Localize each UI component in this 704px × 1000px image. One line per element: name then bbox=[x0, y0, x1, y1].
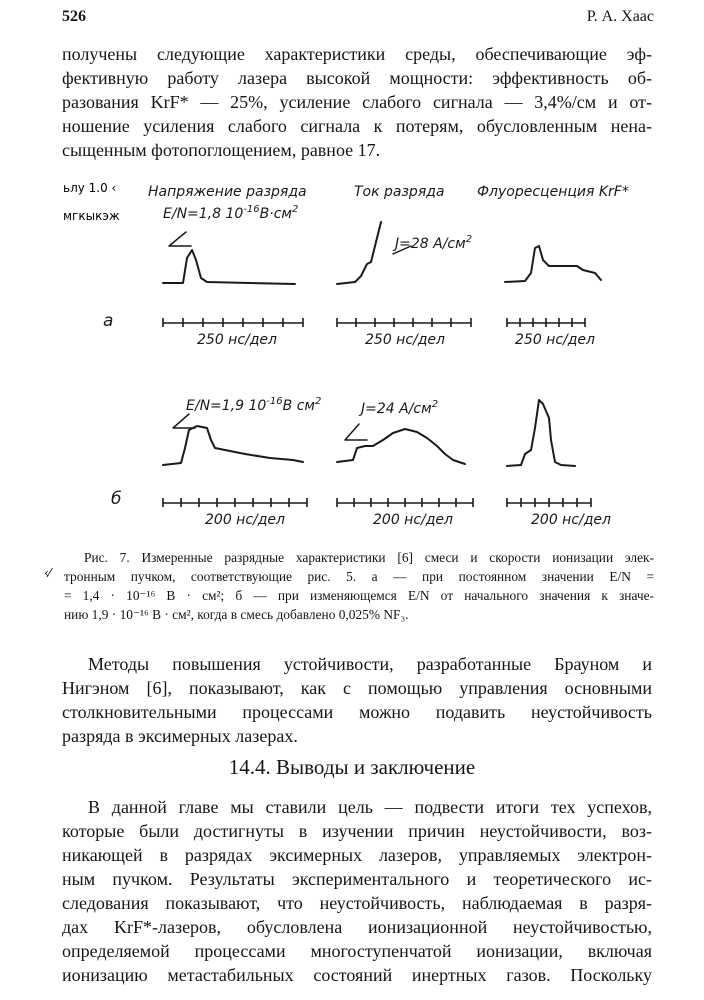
current-trace-a bbox=[337, 222, 381, 284]
text-line: сыщенным фотопоглощением, равное 17. bbox=[62, 140, 381, 160]
pointer-line bbox=[173, 414, 195, 428]
scale-bar bbox=[337, 318, 471, 327]
text-line: Нигэном [6], показывают, как с помощью управления основными bbox=[62, 678, 652, 698]
scale-bar bbox=[507, 498, 591, 507]
current-label-b: J=24 $А/см^2$ bbox=[361, 399, 439, 417]
text-line: следования показывают, что неустойчивость, наблюдаемая в разря- bbox=[62, 893, 652, 913]
text-line: разряда в эксимерных лазерах. bbox=[62, 726, 298, 746]
scale-label: 200 нс/дел bbox=[205, 512, 285, 528]
voltage-label-b: E/N=1,9 $10^{-16}В$ $см^2$ bbox=[186, 396, 322, 414]
text-line: ношение усиления слабого сигнала к потерям, обусловленным нена- bbox=[62, 116, 652, 136]
scale-bar bbox=[337, 498, 473, 507]
methods-paragraph bbox=[62, 652, 652, 748]
column-title-voltage: Напряжение разряда bbox=[148, 184, 307, 200]
voltage-trace-b bbox=[163, 426, 303, 465]
figure-margin-mark: ьлу 1.0 ‹ bbox=[63, 181, 117, 195]
voltage-trace-a bbox=[163, 250, 295, 284]
oscillogram-figure bbox=[55, 178, 655, 538]
section-title: Выводы и заключение bbox=[276, 755, 476, 779]
caption-line: нию 1,9 · 10⁻¹⁶ В · см², когда в смесь добавлено 0,025% NF₃. bbox=[64, 607, 409, 622]
current-trace-b bbox=[337, 429, 465, 464]
text-line: дах KrF*-лазеров, обусловлена ионизационной неустойчивостью, bbox=[62, 917, 652, 937]
scale-label: 200 нс/дел bbox=[531, 512, 611, 528]
current-label-a: J=28 $А/см^2$ bbox=[395, 234, 473, 252]
scale-label: 250 нс/дел bbox=[515, 332, 595, 348]
text-line: никающей в разрядах эксимерных лазеров, управляемых электрон- bbox=[62, 845, 652, 865]
figure-margin-mark: мгкыкэж bbox=[63, 209, 120, 223]
scale-bar bbox=[163, 318, 303, 327]
column-title-current: Ток разряда bbox=[354, 184, 445, 200]
scale-label: 200 нс/дел bbox=[373, 512, 453, 528]
row-label-a: а bbox=[103, 311, 114, 331]
intro-paragraph bbox=[62, 42, 652, 162]
page-header bbox=[62, 8, 654, 32]
text-line: ионизацию метастабильных состояний инертных газов. Поскольку bbox=[62, 965, 652, 985]
text-line: получены следующие характеристики среды, обеспечивающие эф- bbox=[62, 44, 652, 64]
pointer-line bbox=[169, 232, 191, 246]
text-line: определяемой процессами многоступенчатой ионизации, включая bbox=[62, 941, 652, 961]
conclusion-paragraph bbox=[62, 795, 652, 987]
text-line: Методы повышения устойчивости, разработанные Брауном и bbox=[88, 654, 652, 674]
column-title-fluorescence: Флуоресценция KrF* bbox=[477, 184, 629, 200]
caption-line: Рис. 7. Измеренные разрядные характеристики [6] смеси и скорости ионизации элек- bbox=[84, 550, 654, 565]
figure-caption bbox=[64, 548, 654, 624]
scale-label: 250 нс/дел bbox=[197, 332, 277, 348]
voltage-label-a: E/N=1,8 $10^{-16}В\cdot см^2$ bbox=[163, 204, 299, 222]
caption-line: = 1,4 · 10⁻¹⁶ В · см²; б — при изменяющемся E/N от начального значения к значе- bbox=[64, 588, 654, 603]
scale-bar bbox=[507, 318, 585, 327]
text-line: фективную работу лазера высокой мощности: эффективность об- bbox=[62, 68, 652, 88]
caption-line: тронным пучком, соответствующие рис. 5. а — при постоянном значении E/N = bbox=[64, 569, 654, 584]
text-line: В данной главе мы ставили цель — подвести итоги тех успехов, bbox=[88, 797, 652, 817]
row-label-b: б bbox=[111, 489, 122, 509]
text-line: которые были достигнуты в изучении причин неустойчивости, воз- bbox=[62, 821, 652, 841]
scale-label: 250 нс/дел bbox=[365, 332, 445, 348]
pointer-line bbox=[345, 424, 367, 440]
page-number: 526 bbox=[62, 8, 86, 25]
fluorescence-trace-b bbox=[507, 400, 575, 466]
running-author: Р. А. Хаас bbox=[586, 8, 654, 25]
text-line: разования KrF* — 25%, усиление слабого сигнала — 3,4%/см и от- bbox=[62, 92, 652, 112]
section-number: 14.4. bbox=[228, 755, 271, 779]
text-line: ным пучком. Результаты экспериментального и теоретического ис- bbox=[62, 869, 652, 889]
scale-bar bbox=[163, 498, 307, 507]
figure-7 bbox=[55, 178, 655, 538]
section-heading bbox=[0, 755, 704, 780]
caption-side-mark: ‹⁄ bbox=[44, 566, 51, 580]
text-line: столкновительными процессами можно подавить неустойчивость bbox=[62, 702, 652, 722]
fluorescence-trace-a bbox=[505, 246, 601, 282]
